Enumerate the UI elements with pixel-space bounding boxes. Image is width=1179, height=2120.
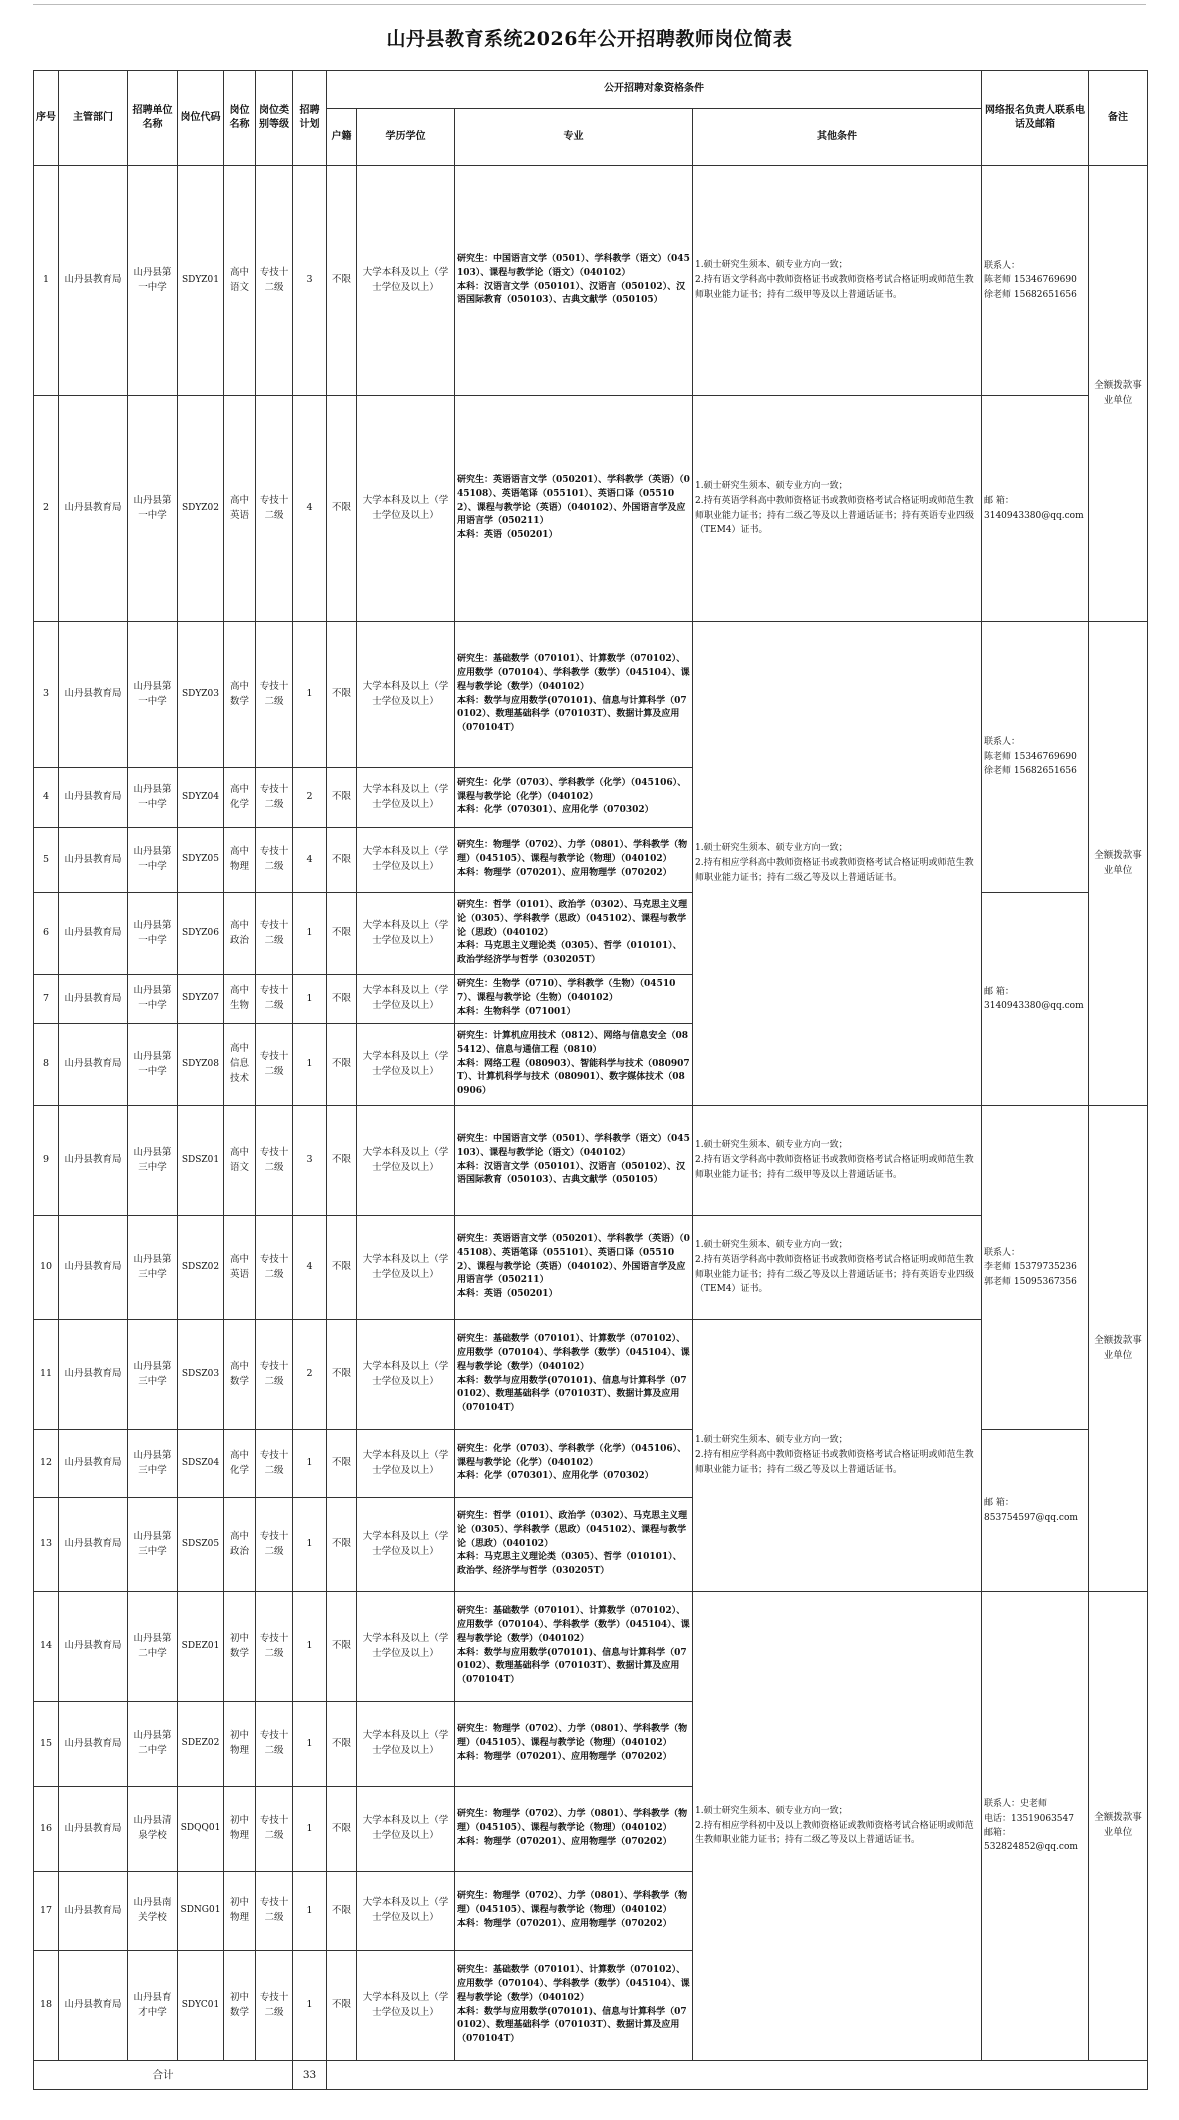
cell-edu: 大学本科及以上（学士学位及以上） bbox=[357, 1106, 455, 1216]
cell-huji: 不限 bbox=[327, 1216, 357, 1320]
cell-level: 专技十二级 bbox=[256, 622, 293, 768]
cell-huji: 不限 bbox=[327, 1430, 357, 1498]
cell-plan: 2 bbox=[293, 1320, 327, 1430]
cell-major: 研究生：哲学（0101）、政治学（0302）、马克思主义理论（0305）、学科教学（思政）（045102）、课程与教学论（思政）（040102） 本科：马克思主义理论类（0305）、哲学（010101）、政治学经济学与哲学（030205T） bbox=[455, 893, 693, 975]
cell-other-conditions: 1.硕士研究生须本、硕专业方向一致； 2.持有英语学科高中教师资格证书或教师资格考试合格证明或师范生教师职业能力证书；持有二级乙等及以上普通话证书；持有英语专业四级（TEM4）证书。 bbox=[693, 1216, 982, 1320]
cell-code: SDYZ05 bbox=[178, 828, 224, 893]
cell-unit: 山丹县第一中学 bbox=[128, 893, 178, 975]
positions-table bbox=[33, 70, 1148, 2090]
cell-plan: 4 bbox=[293, 828, 327, 893]
cell-post: 初中物理 bbox=[224, 1787, 256, 1872]
cell-plan: 1 bbox=[293, 1951, 327, 2061]
cell-unit: 山丹县南关学校 bbox=[128, 1872, 178, 1951]
cell-post: 初中数学 bbox=[224, 1951, 256, 2061]
cell-seq: 8 bbox=[34, 1024, 59, 1106]
cell-edu: 大学本科及以上（学士学位及以上） bbox=[357, 1430, 455, 1498]
cell-major: 研究生：英语语言文学（050201）、学科教学（英语）（045108）、英语笔译（055101）、英语口译（055102）、课程与教学论（英语）（040102）、外国语言学及应用语言学（050211） 本科：英语（050201） bbox=[455, 396, 693, 622]
cell-level: 专技十二级 bbox=[256, 1872, 293, 1951]
cell-huji: 不限 bbox=[327, 1787, 357, 1872]
total-row bbox=[34, 2061, 1148, 2090]
cell-edu: 大学本科及以上（学士学位及以上） bbox=[357, 1787, 455, 1872]
table-row bbox=[34, 396, 1148, 622]
header-edu: 学历学位 bbox=[357, 109, 455, 166]
cell-dept: 山丹县教育局 bbox=[59, 1024, 128, 1106]
cell-seq: 15 bbox=[34, 1702, 59, 1787]
cell-post: 高中生物 bbox=[224, 975, 256, 1024]
cell-huji: 不限 bbox=[327, 1106, 357, 1216]
cell-contact: 邮 箱： 853754597@qq.com bbox=[982, 1430, 1089, 1592]
cell-edu: 大学本科及以上（学士学位及以上） bbox=[357, 1702, 455, 1787]
cell-huji: 不限 bbox=[327, 1320, 357, 1430]
cell-remark: 全额拨款事业单位 bbox=[1089, 166, 1148, 622]
header-unit: 招聘单位名称 bbox=[128, 71, 178, 166]
cell-dept: 山丹县教育局 bbox=[59, 893, 128, 975]
cell-code: SDSZ01 bbox=[178, 1106, 224, 1216]
cell-huji: 不限 bbox=[327, 828, 357, 893]
cell-other-conditions: 1.硕士研究生须本、硕专业方向一致； 2.持有相应学科高中教师资格证书或教师资格考试合格证明或师范生教师职业能力证书；持有二级乙等及以上普通话证书。 bbox=[693, 622, 982, 1106]
cell-edu: 大学本科及以上（学士学位及以上） bbox=[357, 396, 455, 622]
cell-major: 研究生：物理学（0702）、力学（0801）、学科教学（物理）（045105）、课程与教学论（物理）（040102） 本科：物理学（070201）、应用物理学（070202） bbox=[455, 1872, 693, 1951]
cell-post: 高中化学 bbox=[224, 1430, 256, 1498]
table-row bbox=[34, 166, 1148, 396]
cell-level: 专技十二级 bbox=[256, 768, 293, 828]
cell-dept: 山丹县教育局 bbox=[59, 166, 128, 396]
cell-major: 研究生：中国语言文学（0501）、学科教学（语文）（045103）、课程与教学论（语文）（040102） 本科：汉语言文学（050101）、汉语言（050102）、汉语国际教育（050103）、古典文献学（050105） bbox=[455, 1106, 693, 1216]
cell-dept: 山丹县教育局 bbox=[59, 1592, 128, 1702]
cell-level: 专技十二级 bbox=[256, 1320, 293, 1430]
cell-contact: 联系人： 陈老师 15346769690 徐老师 15682651656 bbox=[982, 166, 1089, 396]
cell-post: 高中数学 bbox=[224, 1320, 256, 1430]
cell-major: 研究生：基础数学（070101）、计算数学（070102）、应用数学（070104）、学科教学（数学）（045104）、课程与教学论（数学）（040102） 本科：数学与应用数学(070101)、信息与计算科学（070102）、数理基础科学（070103T）、数据计算及应用（070104T） bbox=[455, 622, 693, 768]
header-level: 岗位类别等级 bbox=[256, 71, 293, 166]
cell-post: 高中数学 bbox=[224, 622, 256, 768]
cell-level: 专技十二级 bbox=[256, 1592, 293, 1702]
cell-plan: 2 bbox=[293, 768, 327, 828]
cell-code: SDSZ05 bbox=[178, 1498, 224, 1592]
cell-contact: 联系人： 陈老师 15346769690 徐老师 15682651656 bbox=[982, 622, 1089, 893]
cell-contact: 联系人： 李老师 15379735236 郭老师 15095367356 bbox=[982, 1106, 1089, 1430]
cell-huji: 不限 bbox=[327, 1872, 357, 1951]
cell-unit: 山丹县第二中学 bbox=[128, 1702, 178, 1787]
cell-code: SDQQ01 bbox=[178, 1787, 224, 1872]
cell-unit: 山丹县第一中学 bbox=[128, 396, 178, 622]
cell-code: SDEZ01 bbox=[178, 1592, 224, 1702]
cell-dept: 山丹县教育局 bbox=[59, 622, 128, 768]
cell-unit: 山丹县第三中学 bbox=[128, 1216, 178, 1320]
cell-level: 专技十二级 bbox=[256, 1430, 293, 1498]
cell-major: 研究生：物理学（0702）、力学（0801）、学科教学（物理）（045105）、课程与教学论（物理）（040102） 本科：物理学（070201）、应用物理学（070202） bbox=[455, 1787, 693, 1872]
cell-code: SDYZ02 bbox=[178, 396, 224, 622]
cell-plan: 1 bbox=[293, 1702, 327, 1787]
cell-code: SDYZ01 bbox=[178, 166, 224, 396]
total-blank bbox=[327, 2061, 1148, 2090]
cell-edu: 大学本科及以上（学士学位及以上） bbox=[357, 1216, 455, 1320]
cell-post: 高中政治 bbox=[224, 893, 256, 975]
page-title: 山丹县教育系统2026年公开招聘教师岗位简表 bbox=[386, 28, 793, 50]
cell-seq: 2 bbox=[34, 396, 59, 622]
cell-other-conditions: 1.硕士研究生须本、硕专业方向一致； 2.持有相应学科初中及以上教师资格证或教师资格考试合格证明或师范生教师职业能力证书；持有二级乙等及以上普通话证书。 bbox=[693, 1592, 982, 2061]
cell-code: SDYZ03 bbox=[178, 622, 224, 768]
cell-plan: 4 bbox=[293, 396, 327, 622]
cell-other-conditions: 1.硕士研究生须本、硕专业方向一致； 2.持有语文学科高中教师资格证书或教师资格考试合格证明或师范生教师职业能力证书；持有二级甲等及以上普通话证书。 bbox=[693, 1106, 982, 1216]
cell-remark: 全额拨款事业单位 bbox=[1089, 1592, 1148, 2061]
cell-level: 专技十二级 bbox=[256, 396, 293, 622]
cell-seq: 4 bbox=[34, 768, 59, 828]
cell-huji: 不限 bbox=[327, 1498, 357, 1592]
cell-post: 初中数学 bbox=[224, 1592, 256, 1702]
header-other: 其他条件 bbox=[693, 109, 982, 166]
cell-dept: 山丹县教育局 bbox=[59, 1216, 128, 1320]
cell-unit: 山丹县第一中学 bbox=[128, 622, 178, 768]
cell-plan: 1 bbox=[293, 622, 327, 768]
cell-huji: 不限 bbox=[327, 768, 357, 828]
cell-huji: 不限 bbox=[327, 396, 357, 622]
cell-plan: 3 bbox=[293, 166, 327, 396]
cell-seq: 16 bbox=[34, 1787, 59, 1872]
header-code: 岗位代码 bbox=[178, 71, 224, 166]
cell-huji: 不限 bbox=[327, 1702, 357, 1787]
cell-level: 专技十二级 bbox=[256, 1787, 293, 1872]
cell-post: 高中语文 bbox=[224, 1106, 256, 1216]
cell-edu: 大学本科及以上（学士学位及以上） bbox=[357, 1872, 455, 1951]
cell-other-conditions: 1.硕士研究生须本、硕专业方向一致； 2.持有相应学科高中教师资格证书或教师资格考试合格证明或师范生教师职业能力证书；持有二级乙等及以上普通话证书。 bbox=[693, 1320, 982, 1592]
cell-dept: 山丹县教育局 bbox=[59, 828, 128, 893]
cell-huji: 不限 bbox=[327, 1951, 357, 2061]
cell-seq: 14 bbox=[34, 1592, 59, 1702]
cell-unit: 山丹县第二中学 bbox=[128, 1592, 178, 1702]
cell-major: 研究生：计算机应用技术（0812）、网络与信息安全（085412）、信息与通信工程（0810） 本科：网络工程（080903）、智能科学与技术（080907T）、计算机科学与技术（080901）、数字媒体技术（080906） bbox=[455, 1024, 693, 1106]
header-plan: 招聘计划 bbox=[293, 71, 327, 166]
cell-other-conditions: 1.硕士研究生须本、硕专业方向一致； 2.持有英语学科高中教师资格证书或教师资格考试合格证明或师范生教师职业能力证书；持有二级乙等及以上普通话证书；持有英语专业四级（TEM4）证书。 bbox=[693, 396, 982, 622]
cell-contact: 联系人：史老师 电话：13519063547 邮箱： 532824852@qq.com bbox=[982, 1592, 1089, 2061]
cell-level: 专技十二级 bbox=[256, 166, 293, 396]
cell-huji: 不限 bbox=[327, 1592, 357, 1702]
cell-post: 高中政治 bbox=[224, 1498, 256, 1592]
cell-code: SDSZ03 bbox=[178, 1320, 224, 1430]
cell-dept: 山丹县教育局 bbox=[59, 1106, 128, 1216]
cell-dept: 山丹县教育局 bbox=[59, 1872, 128, 1951]
cell-code: SDSZ04 bbox=[178, 1430, 224, 1498]
cell-seq: 12 bbox=[34, 1430, 59, 1498]
cell-dept: 山丹县教育局 bbox=[59, 1498, 128, 1592]
cell-plan: 1 bbox=[293, 1024, 327, 1106]
cell-major: 研究生：化学（0703）、学科教学（化学）（045106）、课程与教学论（化学）（040102） 本科：化学（070301）、应用化学（070302） bbox=[455, 768, 693, 828]
cell-unit: 山丹县第三中学 bbox=[128, 1498, 178, 1592]
cell-huji: 不限 bbox=[327, 975, 357, 1024]
cell-post: 高中语文 bbox=[224, 166, 256, 396]
cell-plan: 1 bbox=[293, 1498, 327, 1592]
cell-contact: 邮 箱： 3140943380@qq.com bbox=[982, 893, 1089, 1106]
cell-post: 高中物理 bbox=[224, 828, 256, 893]
cell-code: SDYZ04 bbox=[178, 768, 224, 828]
cell-major: 研究生：化学（0703）、学科教学（化学）（045106）、课程与教学论（化学）（040102） 本科：化学（070301）、应用化学（070302） bbox=[455, 1430, 693, 1498]
cell-level: 专技十二级 bbox=[256, 1498, 293, 1592]
cell-major: 研究生：物理学（0702）、力学（0801）、学科教学（物理）（045105）、课程与教学论（物理）（040102） 本科：物理学（070201）、应用物理学（070202） bbox=[455, 828, 693, 893]
cell-seq: 7 bbox=[34, 975, 59, 1024]
cell-dept: 山丹县教育局 bbox=[59, 1951, 128, 2061]
cell-huji: 不限 bbox=[327, 893, 357, 975]
cell-edu: 大学本科及以上（学士学位及以上） bbox=[357, 768, 455, 828]
cell-code: SDSZ02 bbox=[178, 1216, 224, 1320]
cell-code: SDYZ06 bbox=[178, 893, 224, 975]
cell-edu: 大学本科及以上（学士学位及以上） bbox=[357, 166, 455, 396]
cell-edu: 大学本科及以上（学士学位及以上） bbox=[357, 1024, 455, 1106]
cell-edu: 大学本科及以上（学士学位及以上） bbox=[357, 1498, 455, 1592]
table-row bbox=[34, 1106, 1148, 1216]
cell-seq: 11 bbox=[34, 1320, 59, 1430]
cell-level: 专技十二级 bbox=[256, 1702, 293, 1787]
cell-plan: 1 bbox=[293, 1430, 327, 1498]
cell-major: 研究生：英语语言文学（050201）、学科教学（英语）（045108）、英语笔译（055101）、英语口译（055102）、课程与教学论（英语）（040102）、外国语言学及应用语言学（050211） 本科：英语（050201） bbox=[455, 1216, 693, 1320]
cell-unit: 山丹县第一中学 bbox=[128, 1024, 178, 1106]
table-row bbox=[34, 1320, 1148, 1430]
cell-post: 初中物理 bbox=[224, 1702, 256, 1787]
cell-edu: 大学本科及以上（学士学位及以上） bbox=[357, 975, 455, 1024]
cell-edu: 大学本科及以上（学士学位及以上） bbox=[357, 893, 455, 975]
cell-major: 研究生：物理学（0702）、力学（0801）、学科教学（物理）（045105）、课程与教学论（物理）（040102） 本科：物理学（070201）、应用物理学（070202） bbox=[455, 1702, 693, 1787]
cell-seq: 1 bbox=[34, 166, 59, 396]
cell-level: 专技十二级 bbox=[256, 1024, 293, 1106]
header-huji: 户籍 bbox=[327, 109, 357, 166]
cell-post: 高中英语 bbox=[224, 1216, 256, 1320]
cell-huji: 不限 bbox=[327, 622, 357, 768]
cell-seq: 13 bbox=[34, 1498, 59, 1592]
cell-unit: 山丹县第一中学 bbox=[128, 975, 178, 1024]
cell-seq: 18 bbox=[34, 1951, 59, 2061]
cell-major: 研究生：生物学（0710）、学科教学（生物）（045107）、课程与教学论（生物）（040102） 本科：生物科学（071001） bbox=[455, 975, 693, 1024]
table-row bbox=[34, 1592, 1148, 1702]
header-contact: 网络报名负责人联系电话及邮箱 bbox=[982, 71, 1089, 166]
cell-plan: 1 bbox=[293, 1592, 327, 1702]
header-major: 专业 bbox=[455, 109, 693, 166]
cell-dept: 山丹县教育局 bbox=[59, 1787, 128, 1872]
cell-code: SDEZ02 bbox=[178, 1702, 224, 1787]
cell-other-conditions: 1.硕士研究生须本、硕专业方向一致； 2.持有语文学科高中教师资格证书或教师资格考试合格证明或师范生教师职业能力证书；持有二级甲等及以上普通话证书。 bbox=[693, 166, 982, 396]
cell-seq: 10 bbox=[34, 1216, 59, 1320]
top-divider bbox=[33, 0, 1146, 5]
cell-major: 研究生：中国语言文学（0501）、学科教学（语文）（045103）、课程与教学论（语文）（040102） 本科：汉语言文学（050101）、汉语言（050102）、汉语国际教育（050103）、古典文献学（050105） bbox=[455, 166, 693, 396]
cell-plan: 1 bbox=[293, 1787, 327, 1872]
header-post: 岗位名称 bbox=[224, 71, 256, 166]
header-dept: 主管部门 bbox=[59, 71, 128, 166]
header-qualification-group: 公开招聘对象资格条件 bbox=[327, 71, 982, 109]
cell-level: 专技十二级 bbox=[256, 1106, 293, 1216]
cell-edu: 大学本科及以上（学士学位及以上） bbox=[357, 828, 455, 893]
cell-code: SDNG01 bbox=[178, 1872, 224, 1951]
cell-major: 研究生：基础数学（070101）、计算数学（070102）、应用数学（070104）、学科教学（数学）（045104）、课程与教学论（数学）（040102） 本科：数学与应用数学(070101)、信息与计算科学（070102）、数理基础科学（070103T）、数据计算及应用（070104T） bbox=[455, 1951, 693, 2061]
cell-major: 研究生：基础数学（070101）、计算数学（070102）、应用数学（070104）、学科教学（数学）（045104）、课程与教学论（数学）（040102） 本科：数学与应用数学(070101)、信息与计算科学（070102）、数理基础科学（070103T）、数据计算及应用（070104T） bbox=[455, 1592, 693, 1702]
cell-post: 高中信息技术 bbox=[224, 1024, 256, 1106]
cell-dept: 山丹县教育局 bbox=[59, 1702, 128, 1787]
cell-dept: 山丹县教育局 bbox=[59, 768, 128, 828]
cell-edu: 大学本科及以上（学士学位及以上） bbox=[357, 622, 455, 768]
cell-huji: 不限 bbox=[327, 1024, 357, 1106]
cell-remark: 全额拨款事业单位 bbox=[1089, 622, 1148, 1106]
cell-edu: 大学本科及以上（学士学位及以上） bbox=[357, 1592, 455, 1702]
cell-level: 专技十二级 bbox=[256, 893, 293, 975]
cell-seq: 9 bbox=[34, 1106, 59, 1216]
cell-major: 研究生：基础数学（070101）、计算数学（070102）、应用数学（070104）、学科教学（数学）（045104）、课程与教学论（数学）（040102） 本科：数学与应用数学(070101)、信息与计算科学（070102）、数理基础科学（070103T）、数据计算及应用（070104T） bbox=[455, 1320, 693, 1430]
cell-unit: 山丹县第三中学 bbox=[128, 1320, 178, 1430]
cell-contact: 邮 箱： 3140943380@qq.com bbox=[982, 396, 1089, 622]
cell-edu: 大学本科及以上（学士学位及以上） bbox=[357, 1951, 455, 2061]
cell-post: 高中化学 bbox=[224, 768, 256, 828]
cell-post: 初中物理 bbox=[224, 1872, 256, 1951]
cell-remark: 全额拨款事业单位 bbox=[1089, 1106, 1148, 1592]
cell-unit: 山丹县第一中学 bbox=[128, 768, 178, 828]
header-remark: 备注 bbox=[1089, 71, 1148, 166]
total-label: 合计 bbox=[34, 2061, 293, 2090]
cell-seq: 5 bbox=[34, 828, 59, 893]
cell-post: 高中英语 bbox=[224, 396, 256, 622]
table-row bbox=[34, 1216, 1148, 1320]
cell-level: 专技十二级 bbox=[256, 1216, 293, 1320]
cell-dept: 山丹县教育局 bbox=[59, 396, 128, 622]
cell-level: 专技十二级 bbox=[256, 975, 293, 1024]
cell-unit: 山丹县清泉学校 bbox=[128, 1787, 178, 1872]
cell-seq: 6 bbox=[34, 893, 59, 975]
cell-seq: 17 bbox=[34, 1872, 59, 1951]
cell-code: SDYZ07 bbox=[178, 975, 224, 1024]
cell-unit: 山丹县育才中学 bbox=[128, 1951, 178, 2061]
cell-plan: 1 bbox=[293, 975, 327, 1024]
cell-plan: 1 bbox=[293, 893, 327, 975]
cell-level: 专技十二级 bbox=[256, 1951, 293, 2061]
total-value: 33 bbox=[293, 2061, 327, 2090]
cell-unit: 山丹县第一中学 bbox=[128, 166, 178, 396]
cell-unit: 山丹县第一中学 bbox=[128, 828, 178, 893]
cell-dept: 山丹县教育局 bbox=[59, 1430, 128, 1498]
header-seq: 序号 bbox=[34, 71, 59, 166]
cell-edu: 大学本科及以上（学士学位及以上） bbox=[357, 1320, 455, 1430]
cell-seq: 3 bbox=[34, 622, 59, 768]
cell-plan: 3 bbox=[293, 1106, 327, 1216]
cell-level: 专技十二级 bbox=[256, 828, 293, 893]
cell-dept: 山丹县教育局 bbox=[59, 1320, 128, 1430]
cell-dept: 山丹县教育局 bbox=[59, 975, 128, 1024]
cell-plan: 4 bbox=[293, 1216, 327, 1320]
cell-code: SDYC01 bbox=[178, 1951, 224, 2061]
cell-code: SDYZ08 bbox=[178, 1024, 224, 1106]
cell-unit: 山丹县第三中学 bbox=[128, 1106, 178, 1216]
cell-major: 研究生：哲学（0101）、政治学（0302）、马克思主义理论（0305）、学科教学（思政）（045102）、课程与教学论（思政）（040102） 本科：马克思主义理论类（0305）、哲学（010101）、政治学、经济学与哲学（030205T） bbox=[455, 1498, 693, 1592]
cell-plan: 1 bbox=[293, 1872, 327, 1951]
cell-unit: 山丹县第三中学 bbox=[128, 1430, 178, 1498]
cell-huji: 不限 bbox=[327, 166, 357, 396]
table-row bbox=[34, 622, 1148, 768]
